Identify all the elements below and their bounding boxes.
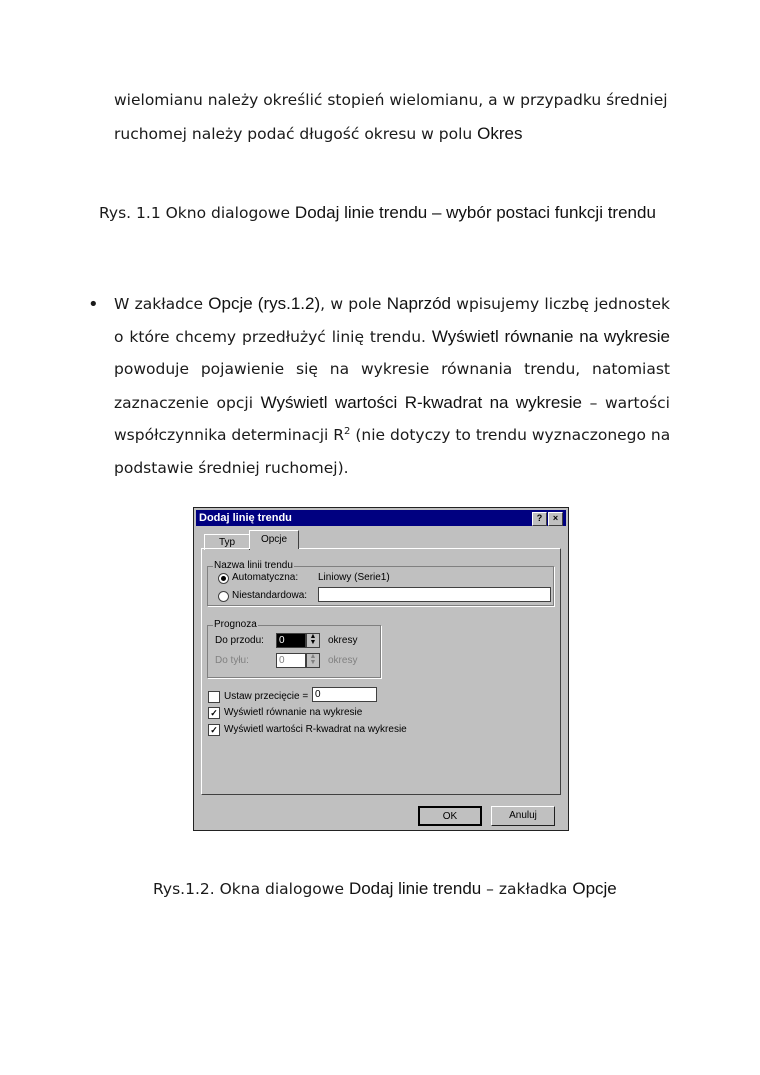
paragraph-line-1: wielomianu należy określić stopień wielomianu, a w przypadku średniej (114, 91, 668, 109)
trendline-name-group-label: Nazwa linii trendu (214, 560, 293, 571)
cancel-button[interactable]: Anuluj (491, 806, 555, 826)
paragraph-line-2: ruchomej należy podać długość okresu w polu Okres (114, 124, 523, 143)
forward-unit: okresy (328, 635, 358, 646)
radio-automatic-label: Automatyczna: (232, 572, 299, 583)
bullet-line-2: o które chcemy przedłużyć linię trendu. Wyświetl równanie na wykresie (114, 327, 670, 346)
backward-unit: okresy (328, 655, 358, 666)
bullet-line-1: W zakładce Opcje (rys.1.2), w pole Naprzód wpisujemy liczbę jednostek (114, 294, 670, 313)
backward-stepper[interactable]: ▲ ▼ (306, 653, 320, 668)
forecast-group (207, 619, 381, 678)
tab-typ[interactable]: Typ (204, 534, 250, 550)
radio-custom-label: Niestandardowa: (232, 590, 308, 601)
dialog-title: Dodaj linię trendu (199, 512, 292, 524)
show-r2-label: Wyświetl wartości R-kwadrat na wykresie (224, 724, 407, 735)
automatic-name-value: Liniowy (Serie1) (318, 572, 390, 583)
bullet-line-3: powoduje pojawienie się na wykresie równania trendu, natomiast (114, 360, 670, 378)
intercept-checkbox[interactable] (208, 691, 220, 703)
bullet-line-5: współczynnika determinacji $R^2$ (nie dotyczy to trendu wyznaczonego na (114, 426, 671, 445)
tab-opcje[interactable]: Opcje (249, 530, 299, 549)
forecast-group-label: Prognoza (214, 619, 257, 630)
options-panel (201, 548, 561, 795)
close-icon[interactable]: × (548, 512, 563, 526)
trendline-name-group (207, 560, 554, 606)
figure-caption-2: Rys.1.2. Okna dialogowe Dodaj linie trendu – zakładka Opcje (153, 879, 617, 898)
help-button[interactable]: ? (532, 512, 547, 526)
forward-label: Do przodu: (215, 635, 264, 646)
bullet-line-4: zaznaczenie opcji Wyświetl wartości R-kwadrat na wykresie – wartości (114, 393, 670, 412)
radio-automatic[interactable] (218, 573, 229, 584)
forward-stepper[interactable]: ▲ ▼ (306, 633, 320, 648)
bullet-line-6: podstawie średniej ruchomej). (114, 459, 349, 477)
dialog-titlebar (196, 510, 566, 526)
custom-name-input[interactable] (318, 587, 551, 602)
figure-caption-1: Rys. 1.1 Okno dialogowe Dodaj linie trendu – wybór postaci funkcji trendu (99, 203, 656, 222)
intercept-label: Ustaw przecięcie = (224, 691, 309, 702)
forward-input[interactable]: 0 (276, 633, 306, 648)
show-equation-checkbox[interactable]: ✓ (208, 707, 220, 719)
intercept-input[interactable]: 0 (312, 687, 377, 702)
radio-custom[interactable] (218, 591, 229, 602)
trendline-dialog (193, 507, 569, 831)
backward-label: Do tyłu: (215, 655, 249, 666)
show-r2-checkbox[interactable]: ✓ (208, 724, 220, 736)
bullet-marker: • (88, 294, 99, 315)
show-equation-label: Wyświetl równanie na wykresie (224, 707, 363, 718)
term-okres: Okres (477, 124, 523, 143)
ok-button[interactable]: OK (418, 806, 482, 826)
backward-input[interactable]: 0 (276, 653, 306, 668)
